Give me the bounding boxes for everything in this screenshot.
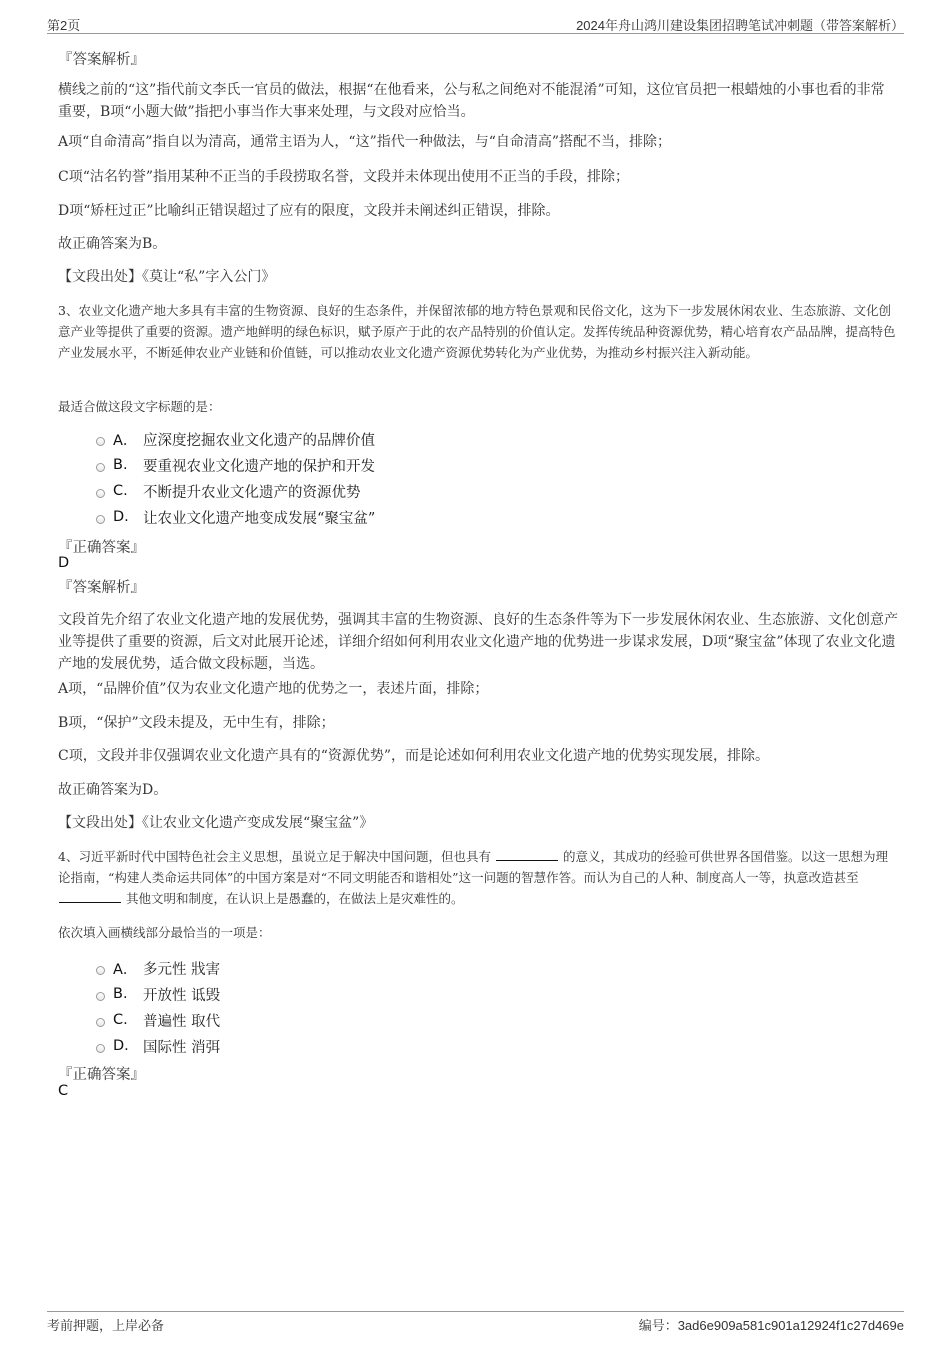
page-footer: [47, 1311, 904, 1332]
q4-correct-label: 『正确答案』: [58, 1067, 145, 1083]
option-text: 国际性 消弭: [143, 1039, 221, 1056]
q3-correct-label: 『正确答案』: [58, 540, 145, 556]
q3-prompt: 最适合做这段文字标题的是：: [58, 399, 221, 414]
q3-conclusion: 故正确答案为D。: [58, 782, 168, 798]
footer-serial: 编号：3ad6e909a581c901a12924f1c27d469e: [638, 1318, 904, 1333]
blank-2: [59, 890, 121, 903]
q3-correct-answer: D: [58, 555, 70, 571]
q4-option-c[interactable]: C. 普遍性 取代: [96, 1007, 220, 1033]
q4-option-d[interactable]: D. 国际性 消弭: [96, 1033, 220, 1059]
radio-icon[interactable]: [96, 515, 105, 524]
q3-option-a[interactable]: A． 应深度挖掘农业文化遗产的品牌价值: [96, 426, 375, 452]
q2-analysis-c: C项“沽名钓誉”指用某种不正当的手段捞取名誉，文段并未体现出使用不正当的手段，排除；: [58, 169, 630, 185]
option-text: 要重视农业文化遗产地的保护和开发: [143, 458, 375, 475]
q2-source: 【文段出处】《莫让“私”字入公门》: [58, 269, 276, 285]
blank-1: [496, 848, 558, 861]
option-text: 不断提升农业文化遗产的资源优势: [143, 484, 361, 501]
q2-analysis-label: 『答案解析』: [58, 52, 145, 68]
q3-analysis-a: A项，“品牌价值”仅为农业文化遗产地的优势之一，表述片面，排除；: [58, 681, 489, 697]
option-text: 应深度挖掘农业文化遗产的品牌价值: [143, 432, 375, 449]
option-text: 普遍性 取代: [143, 1013, 221, 1030]
radio-icon[interactable]: [96, 1044, 105, 1053]
q3-stem: 3、农业文化遗产地大多具有丰富的生物资源、良好的生态条件，并保留浓郁的地方特色景观和民俗文化，这为下一步发展休闲农业、生态旅游、文化创意产业等提供了重要的资源。遗产地鲜明的绿色标识，赋予原产于此的农产品特别的价值认定。发挥传统品种资源优势，精心培育农产品品牌，提高特色产业发展水平，不断延伸农业产业链和价值链，可以推动农业文化遗产资源优势转化为产业优势，为推动乡村振兴注入新动能。: [58, 303, 896, 360]
q3-option-b[interactable]: B. 要重视农业文化遗产地的保护和开发: [96, 452, 375, 478]
q3-analysis-b: B项，“保护”文段未提及，无中生有，排除；: [58, 715, 335, 731]
option-text: 开放性 诋毁: [143, 987, 221, 1004]
footer-slogan: 考前押题，上岸必备: [47, 1318, 165, 1333]
radio-icon[interactable]: [96, 966, 105, 975]
q3-option-c[interactable]: C. 不断提升农业文化遗产的资源优势: [96, 478, 375, 504]
q3-analysis-intro: 文段首先介绍了农业文化遗产地的发展优势，强调其丰富的生物资源、良好的生态条件等为下一步发展休闲农业、生态旅游、文化创意产业等提供了重要的资源，后文对此展开论述，详细介绍如何利用农业文化遗产地的优势进一步谋求发展，D项“聚宝盆”体现了农业文化遗产地的发展优势，适合做文段标题，当选。: [58, 612, 898, 672]
q4-stem: 4、习近平新时代中国特色社会主义思想，虽说立足于解决中国问题，但也具有 的意义，其成功的经验可供世界各国借鉴。以这一思想为理论指南，“构建人类命运共同体”的中国方案是对“不同文明能否和谐相处”这一问题的智慧作答。而认为自己的人种、制度高人一等，执意改造甚至 其他文明和制度，在认识上是愚蠢的，在做法上是灾难性的。: [58, 849, 888, 906]
q3-source: 【文段出处】《让农业文化遗产变成发展“聚宝盆”》: [58, 815, 374, 831]
q4-options: [96, 955, 220, 1059]
q2-conclusion: 故正确答案为B。: [58, 236, 167, 252]
radio-icon[interactable]: [96, 992, 105, 1001]
page-number: 第2页: [47, 18, 81, 33]
document-title: 2024年舟山鸿川建设集团招聘笔试冲刺题（带答案解析）: [576, 18, 904, 33]
option-text: 让农业文化遗产地变成发展“聚宝盆”: [143, 510, 376, 527]
q2-analysis-a: A项“自命清高”指自以为清高，通常主语为人，“这”指代一种做法，与“自命清高”搭配不当，排除；: [58, 134, 672, 150]
q3-option-d[interactable]: D. 让农业文化遗产地变成发展“聚宝盆”: [96, 504, 375, 530]
radio-icon[interactable]: [96, 1018, 105, 1027]
q3-options: [96, 426, 375, 530]
q4-prompt: 依次填入画横线部分最恰当的一项是：: [58, 925, 271, 940]
q2-analysis-intro: 横线之前的“这”指代前文李氏一官员的做法，根据“在他看来，公与私之间绝对不能混淆”可知，这位官员把一根蜡烛的小事也看的非常重要，B项“小题大做”指把小事当作大事来处理，与文段对应恰当。: [58, 82, 885, 120]
q2-analysis-d: D项“矫枉过正”比喻纠正错误超过了应有的限度，文段并未阐述纠正错误，排除。: [58, 203, 560, 219]
option-text: 多元性 戕害: [143, 961, 221, 978]
radio-icon[interactable]: [96, 489, 105, 498]
q4-correct-answer: C: [58, 1083, 69, 1099]
radio-icon[interactable]: [96, 463, 105, 472]
page-header: [47, 14, 904, 34]
q3-analysis-c: C项，文段并非仅强调农业文化遗产具有的“资源优势”，而是论述如何利用农业文化遗产地的优势实现发展，排除。: [58, 748, 770, 764]
q4-option-a[interactable]: A． 多元性 戕害: [96, 955, 220, 981]
radio-icon[interactable]: [96, 437, 105, 446]
q3-analysis-label: 『答案解析』: [58, 580, 145, 596]
q4-option-b[interactable]: B. 开放性 诋毁: [96, 981, 220, 1007]
